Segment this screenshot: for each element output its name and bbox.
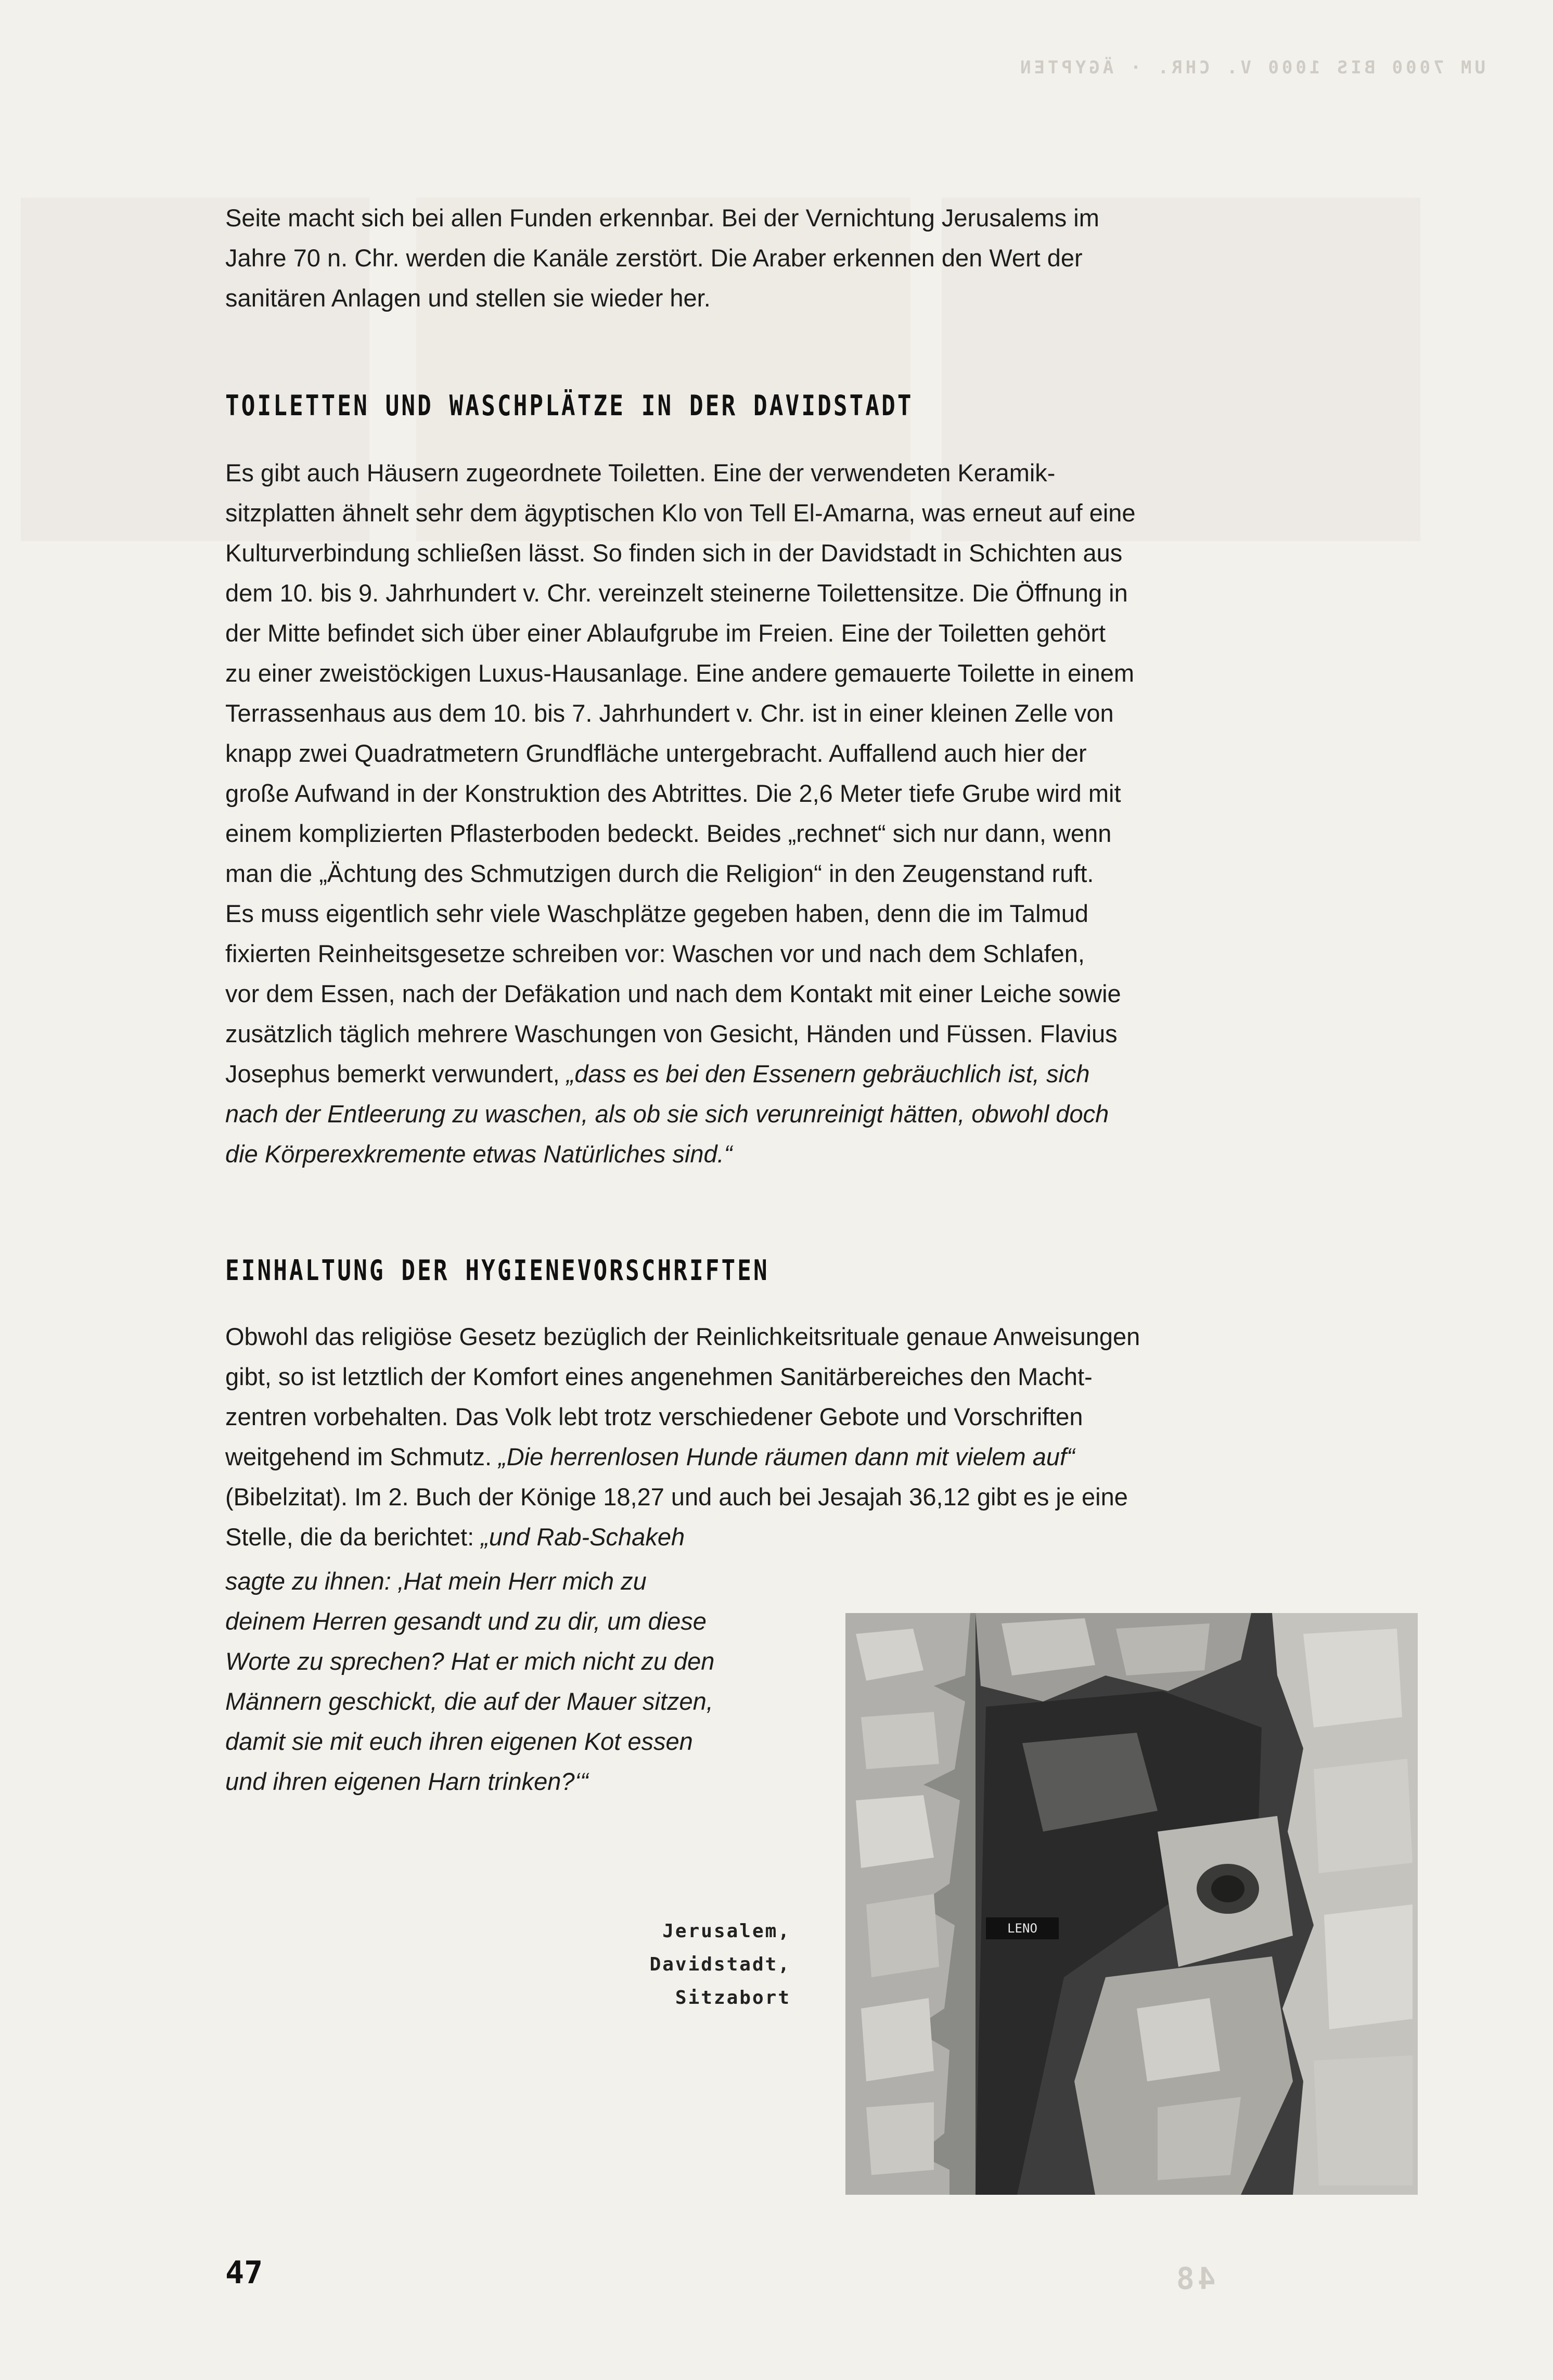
opening-paragraph bbox=[225, 198, 1224, 318]
caption-line: Davidstadt, bbox=[649, 1954, 791, 1975]
text-line bbox=[225, 1437, 1224, 1477]
text-line: einem komplizierten Pflasterboden bedeckt. Beides „rechnet“ sich nur dann, wenn bbox=[225, 820, 1112, 847]
text-line: man die „Ächtung des Schmutzigen durch die Religion“ in den Zeugenstand ruft. bbox=[225, 860, 1094, 887]
quote-line: sagte zu ihnen: ‚Hat mein Herr mich zu bbox=[225, 1567, 647, 1595]
text-line: zusätzlich täglich mehrere Waschungen von Gesicht, Händen und Füssen. Flavius bbox=[225, 1020, 1118, 1047]
text-line: Terrassenhaus aus dem 10. bis 7. Jahrhundert v. Chr. ist in einer kleinen Zelle von bbox=[225, 699, 1114, 727]
josephus-quote-line: nach der Entleerung zu waschen, als ob sie sich verunreinigt hätten, obwohl doch bbox=[225, 1100, 1109, 1128]
josephus-quote-start: „dass es bei den Essenern gebräuchlich ist, sich bbox=[566, 1060, 1090, 1087]
hygiene-paragraph bbox=[225, 1316, 1224, 1557]
text-line: Es muss eigentlich sehr viele Waschplätze gegeben haben, denn die im Talmud bbox=[225, 900, 1089, 927]
toilets-paragraph bbox=[225, 453, 1224, 1174]
photo-label-text: LENO bbox=[1007, 1921, 1037, 1936]
text-line bbox=[225, 1094, 1224, 1134]
text-line: dem 10. bis 9. Jahrhundert v. Chr. vereinzelt steinerne Toilettensitze. Die Öffnung in bbox=[225, 579, 1128, 607]
text-run: weitgehend im Schmutz. bbox=[225, 1443, 499, 1470]
quote-line: Worte zu sprechen? Hat er mich nicht zu den bbox=[225, 1647, 715, 1675]
text-run: Stelle, die da berichtet: bbox=[225, 1523, 481, 1551]
excavation-photo-image bbox=[845, 1613, 1418, 2195]
text-line bbox=[225, 1054, 1224, 1094]
josephus-quote-line: die Körperexkremente etwas Natürliches sind.“ bbox=[225, 1140, 733, 1168]
text-line: Kulturverbindung schließen lässt. So finden sich in der Davidstadt in Schichten aus bbox=[225, 539, 1123, 567]
text-line: zu einer zweistöckigen Luxus-Hausanlage. Eine andere gemauerte Toilette in einem bbox=[225, 659, 1135, 687]
bible-quote: „Die herrenlosen Hunde räumen dann mit vielem auf“ bbox=[498, 1443, 1075, 1470]
text-line bbox=[225, 1134, 1224, 1174]
excavation-photo bbox=[845, 1613, 1418, 2195]
section-heading-hygiene: EINHALTUNG DER HYGIENEVORSCHRIFTEN bbox=[225, 1254, 769, 1287]
text-line: große Aufwand in der Konstruktion des Abtrittes. Die 2,6 Meter tiefe Grube wird mit bbox=[225, 779, 1121, 807]
text-line: Seite macht sich bei allen Funden erkennbar. Bei der Vernichtung Jerusalems im bbox=[225, 204, 1099, 232]
caption-line: Sitzabort bbox=[675, 1987, 791, 2008]
text-line: fixierten Reinheitsgesetze schreiben vor: Waschen vor und nach dem Schlafen, bbox=[225, 940, 1085, 967]
quote-line: damit sie mit euch ihren eigenen Kot essen bbox=[225, 1728, 693, 1755]
caption-line: Jerusalem, bbox=[662, 1921, 791, 1942]
section-heading-toilets: TOILETTEN UND WASCHPLÄTZE IN DER DAVIDSTADT bbox=[225, 389, 914, 422]
quote-line: Männern geschickt, die auf der Mauer sitzen, bbox=[225, 1687, 713, 1715]
mirrored-page-number: 48 bbox=[1173, 2261, 1216, 2296]
text-line: vor dem Essen, nach der Defäkation und nach dem Kontakt mit einer Leiche sowie bbox=[225, 980, 1121, 1007]
mirrored-running-head: UM 7000 BIS 1000 V. CHR. · ÄGYPTEN bbox=[1017, 57, 1485, 78]
text-line: sitzplatten ähnelt sehr dem ägyptischen Klo von Tell El-Amarna, was erneut auf eine bbox=[225, 499, 1136, 527]
text-line: knapp zwei Quadratmetern Grundfläche untergebracht. Auffallend auch hier der bbox=[225, 739, 1087, 767]
kings-quote-block bbox=[225, 1561, 808, 1801]
page-number: 47 bbox=[225, 2255, 263, 2291]
photo-caption bbox=[624, 1915, 791, 2015]
text-line: (Bibelzitat). Im 2. Buch der Könige 18,27 und auch bei Jesajah 36,12 gibt es je eine bbox=[225, 1483, 1128, 1511]
text-line: Es gibt auch Häusern zugeordnete Toiletten. Eine der verwendeten Keramik- bbox=[225, 459, 1056, 487]
text-line: zentren vorbehalten. Das Volk lebt trotz verschiedener Gebote und Vorschriften bbox=[225, 1403, 1083, 1430]
text-line: gibt, so ist letztlich der Komfort eines angenehmen Sanitärbereiches den Macht- bbox=[225, 1363, 1093, 1390]
quote-line: deinem Herren gesandt und zu dir, um diese bbox=[225, 1607, 707, 1635]
quote-line: und ihren eigenen Harn trinken?‘“ bbox=[225, 1768, 588, 1795]
text-line: sanitären Anlagen und stellen sie wieder her. bbox=[225, 284, 711, 312]
text-line: Obwohl das religiöse Gesetz bezüglich der Reinlichkeitsrituale genaue Anweisungen bbox=[225, 1323, 1140, 1350]
kings-quote-start: „und Rab-Schakeh bbox=[481, 1523, 685, 1551]
text-line: der Mitte befindet sich über einer Ablaufgrube im Freien. Eine der Toiletten gehört bbox=[225, 619, 1106, 647]
text-line: Jahre 70 n. Chr. werden die Kanäle zerstört. Die Araber erkennen den Wert der bbox=[225, 244, 1083, 272]
text-run: Josephus bemerkt verwundert, bbox=[225, 1060, 567, 1087]
text-line bbox=[225, 1517, 1224, 1557]
